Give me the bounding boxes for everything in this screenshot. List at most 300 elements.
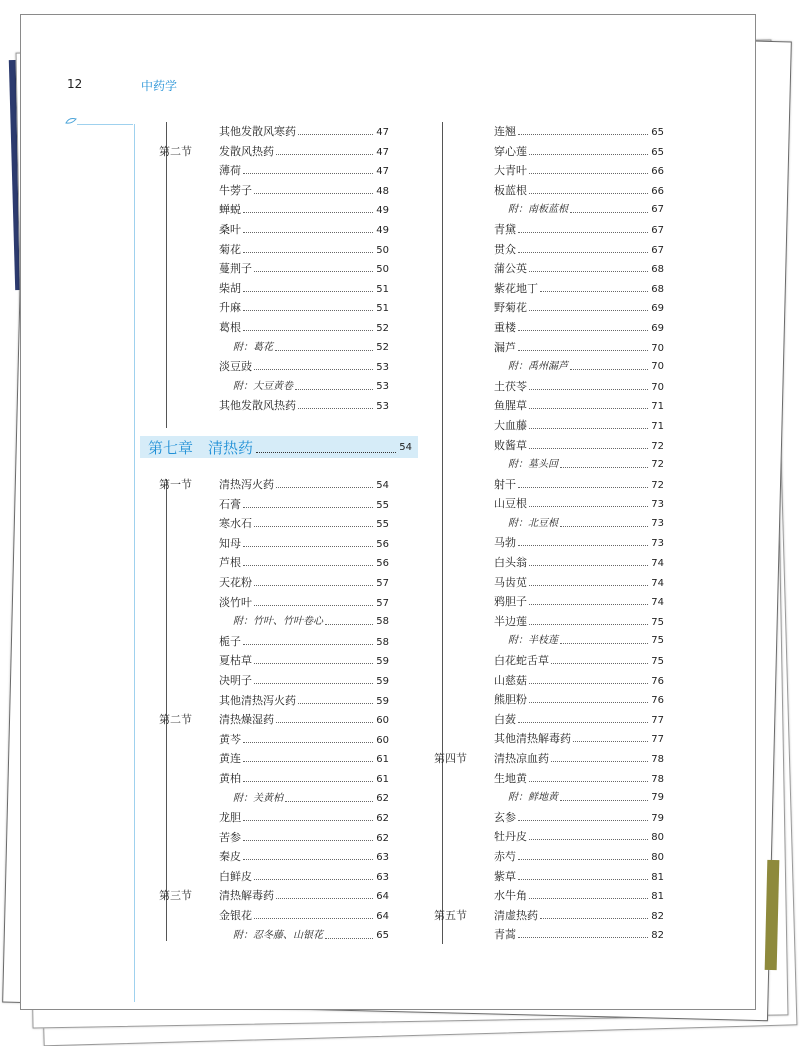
toc-row[interactable] bbox=[434, 455, 664, 475]
toc-row[interactable] bbox=[434, 436, 664, 456]
toc-row[interactable] bbox=[159, 298, 389, 318]
toc-row[interactable] bbox=[434, 886, 664, 906]
leader-dots bbox=[529, 436, 648, 449]
toc-row[interactable] bbox=[434, 690, 664, 710]
toc-row[interactable] bbox=[434, 122, 664, 142]
entry-name: 决明子 bbox=[219, 673, 252, 687]
leader-dots bbox=[518, 847, 648, 860]
toc-row[interactable] bbox=[434, 494, 664, 514]
toc-row[interactable] bbox=[159, 632, 389, 652]
leader-dots bbox=[276, 886, 373, 899]
entry-name: 附：竹叶、竹叶卷心 bbox=[233, 616, 323, 628]
entry-name: 鱼腥草 bbox=[494, 399, 527, 413]
entry-name: 土茯苓 bbox=[494, 379, 527, 393]
entry-name: 石膏 bbox=[219, 497, 241, 511]
entry-name: 蒲公英 bbox=[494, 262, 527, 276]
entry-page: 80 bbox=[651, 851, 664, 863]
entry-name: 金银花 bbox=[219, 909, 252, 923]
toc-row[interactable] bbox=[434, 906, 664, 926]
toc-row[interactable] bbox=[434, 161, 664, 181]
entry-page: 74 bbox=[651, 577, 664, 589]
entry-name: 葛根 bbox=[219, 320, 241, 334]
leader-dots bbox=[518, 220, 648, 233]
leader-dots bbox=[529, 769, 648, 782]
entry-page: 62 bbox=[376, 792, 389, 804]
leader-dots bbox=[325, 926, 373, 939]
entry-name: 贯众 bbox=[494, 242, 516, 256]
entry-name: 附：南板蓝根 bbox=[508, 204, 568, 216]
toc-row[interactable] bbox=[434, 729, 664, 749]
entry-page: 65 bbox=[651, 127, 664, 138]
entry-name: 赤芍 bbox=[494, 849, 516, 863]
leader-dots bbox=[325, 612, 373, 625]
leader-dots bbox=[275, 338, 373, 351]
leader-dots bbox=[243, 749, 373, 762]
leader-dots bbox=[529, 416, 648, 429]
toc-row[interactable] bbox=[434, 220, 664, 240]
entry-name: 黄芩 bbox=[219, 732, 241, 746]
entry-page: 82 bbox=[651, 910, 664, 922]
toc-row[interactable] bbox=[159, 220, 389, 240]
entry-name: 穿心莲 bbox=[494, 144, 527, 158]
chapter-page: 54 bbox=[399, 441, 412, 453]
entry-page: 64 bbox=[376, 911, 389, 923]
toc-row[interactable] bbox=[159, 651, 389, 671]
leader-dots bbox=[529, 553, 648, 566]
toc-row[interactable] bbox=[159, 514, 389, 534]
entry-page: 70 bbox=[651, 381, 664, 393]
leader-dots bbox=[540, 279, 648, 292]
leader-dots bbox=[529, 298, 648, 311]
leader-dots bbox=[518, 122, 648, 135]
entry-page: 63 bbox=[376, 871, 389, 883]
entry-name: 大血藤 bbox=[494, 418, 527, 432]
leader-dots bbox=[243, 553, 373, 566]
toc-row[interactable] bbox=[159, 122, 389, 142]
entry-page: 73 bbox=[651, 499, 664, 511]
entry-name: 连翘 bbox=[494, 125, 516, 138]
rail-line bbox=[134, 124, 135, 1002]
leader-dots bbox=[560, 631, 648, 644]
entry-name: 白鲜皮 bbox=[219, 869, 252, 883]
toc-row[interactable] bbox=[434, 710, 664, 730]
leader-dots bbox=[518, 710, 648, 723]
entry-name: 附：大豆黄卷 bbox=[233, 380, 293, 392]
entry-page: 56 bbox=[376, 558, 389, 570]
entry-name: 清虚热药 bbox=[494, 908, 538, 922]
chapter-heading[interactable] bbox=[140, 436, 418, 458]
entry-page: 68 bbox=[651, 283, 664, 295]
entry-name: 青黛 bbox=[494, 222, 516, 236]
toc-column-left-top bbox=[159, 122, 389, 416]
leader-dots bbox=[254, 593, 373, 606]
entry-page: 53 bbox=[376, 401, 389, 413]
entry-page: 79 bbox=[651, 792, 664, 804]
toc-row[interactable] bbox=[434, 279, 664, 299]
leader-dots bbox=[243, 318, 373, 331]
leader-dots bbox=[529, 886, 648, 899]
leader-dots bbox=[285, 789, 373, 802]
entry-page: 81 bbox=[651, 891, 664, 903]
leader-dots bbox=[529, 671, 648, 684]
entry-page: 49 bbox=[376, 205, 389, 217]
toc-row[interactable] bbox=[159, 671, 389, 691]
toc-row[interactable] bbox=[434, 318, 664, 338]
toc-row[interactable] bbox=[434, 925, 664, 945]
toc-row[interactable] bbox=[434, 553, 664, 573]
toc-row[interactable] bbox=[434, 357, 664, 377]
leader-dots bbox=[256, 441, 396, 453]
toc-row[interactable] bbox=[159, 181, 389, 201]
toc-column-right bbox=[434, 122, 664, 945]
leader-dots bbox=[298, 122, 373, 135]
entry-page: 72 bbox=[651, 479, 664, 491]
toc-row[interactable] bbox=[434, 298, 664, 318]
leader-dots bbox=[254, 259, 373, 272]
leader-dots bbox=[518, 475, 648, 488]
entry-page: 52 bbox=[376, 322, 389, 334]
entry-name: 秦皮 bbox=[219, 850, 241, 864]
entry-page: 72 bbox=[651, 440, 664, 452]
entry-page: 55 bbox=[376, 499, 389, 511]
toc-row[interactable] bbox=[434, 338, 664, 358]
entry-page: 75 bbox=[651, 616, 664, 628]
entry-page: 59 bbox=[376, 675, 389, 687]
entry-page: 58 bbox=[376, 636, 389, 648]
leader-dots bbox=[254, 181, 373, 194]
entry-name: 清热泻火药 bbox=[219, 478, 274, 491]
toc-row[interactable] bbox=[159, 612, 389, 632]
entry-name: 熊胆粉 bbox=[494, 693, 527, 707]
entry-page: 61 bbox=[376, 754, 389, 766]
entry-name: 栀子 bbox=[219, 634, 241, 648]
toc-row[interactable] bbox=[159, 886, 389, 906]
entry-name: 寒水石 bbox=[219, 517, 252, 531]
entry-name: 附：禹州漏芦 bbox=[508, 361, 568, 373]
entry-page: 47 bbox=[376, 146, 389, 158]
leader-dots bbox=[560, 788, 648, 801]
entry-page: 76 bbox=[651, 675, 664, 687]
entry-page: 60 bbox=[376, 715, 389, 727]
leader-dots bbox=[243, 495, 373, 508]
entry-page: 65 bbox=[651, 146, 664, 158]
toc-row[interactable] bbox=[159, 259, 389, 279]
entry-page: 63 bbox=[376, 852, 389, 864]
toc-row[interactable] bbox=[159, 338, 389, 358]
leader-dots bbox=[551, 651, 648, 664]
entry-name: 淡竹叶 bbox=[219, 595, 252, 609]
leader-dots bbox=[529, 690, 648, 703]
leader-dots bbox=[518, 867, 648, 880]
leader-dots bbox=[529, 142, 648, 155]
section-label: 第四节 bbox=[434, 752, 467, 765]
entry-name: 其他清热泻火药 bbox=[219, 693, 296, 707]
toc-row[interactable] bbox=[159, 142, 389, 162]
toc-row[interactable] bbox=[159, 161, 389, 181]
entry-page: 64 bbox=[376, 891, 389, 903]
section-label: 第二节 bbox=[159, 713, 192, 727]
toc-row[interactable] bbox=[434, 671, 664, 691]
toc-row[interactable] bbox=[159, 593, 389, 613]
toc-row[interactable] bbox=[159, 573, 389, 593]
entry-name: 紫花地丁 bbox=[494, 281, 538, 295]
entry-page: 52 bbox=[376, 341, 389, 353]
entry-page: 47 bbox=[376, 166, 389, 178]
toc-row[interactable] bbox=[434, 181, 664, 201]
toc-row[interactable] bbox=[434, 808, 664, 828]
leader-dots bbox=[243, 847, 373, 860]
entry-page: 73 bbox=[651, 517, 664, 529]
leader-dots bbox=[529, 259, 648, 272]
entry-name: 附：半枝莲 bbox=[508, 635, 558, 647]
toc-row[interactable] bbox=[159, 710, 389, 730]
entry-name: 桑叶 bbox=[219, 222, 241, 236]
toc-row[interactable] bbox=[434, 749, 664, 769]
leader-dots bbox=[243, 828, 373, 841]
leader-dots bbox=[570, 357, 648, 370]
toc-row[interactable] bbox=[434, 651, 664, 671]
entry-page: 66 bbox=[651, 166, 664, 178]
page-number: 12 bbox=[67, 77, 83, 91]
toc-row[interactable] bbox=[159, 495, 389, 515]
leader-dots bbox=[551, 749, 648, 762]
leader-dots bbox=[529, 592, 648, 605]
entry-page: 75 bbox=[651, 635, 664, 647]
toc-row[interactable] bbox=[434, 514, 664, 534]
toc-row[interactable] bbox=[159, 847, 389, 867]
toc-row[interactable] bbox=[159, 828, 389, 848]
entry-name: 山慈菇 bbox=[494, 673, 527, 687]
entry-page: 77 bbox=[651, 714, 664, 726]
entry-page: 47 bbox=[376, 127, 389, 138]
section-label: 第三节 bbox=[159, 889, 192, 903]
entry-page: 67 bbox=[651, 204, 664, 216]
entry-page: 79 bbox=[651, 812, 664, 824]
leader-dots bbox=[570, 200, 648, 213]
entry-page: 61 bbox=[376, 773, 389, 785]
toc-column-left-bottom bbox=[159, 475, 389, 945]
entry-name: 其他清热解毒药 bbox=[494, 732, 571, 746]
toc-row[interactable] bbox=[159, 318, 389, 338]
entry-name: 淡豆豉 bbox=[219, 360, 252, 374]
entry-name: 知母 bbox=[219, 536, 241, 550]
entry-name: 附：北豆根 bbox=[508, 517, 558, 529]
entry-page: 69 bbox=[651, 322, 664, 334]
toc-row[interactable] bbox=[159, 926, 389, 946]
toc-row[interactable] bbox=[159, 553, 389, 573]
entry-name: 附：关黄柏 bbox=[233, 792, 283, 804]
leader-dots bbox=[560, 455, 648, 468]
book-page bbox=[20, 14, 756, 1010]
entry-name: 附：墓头回 bbox=[508, 459, 558, 471]
entry-page: 78 bbox=[651, 773, 664, 785]
leader-dots bbox=[254, 867, 373, 880]
entry-name: 败酱草 bbox=[494, 438, 527, 452]
leader-dots bbox=[243, 769, 373, 782]
toc-row[interactable] bbox=[159, 357, 389, 377]
entry-name: 蝉蜕 bbox=[219, 203, 241, 217]
leader-dots bbox=[529, 181, 648, 194]
entry-page: 74 bbox=[651, 558, 664, 570]
toc-row[interactable] bbox=[434, 573, 664, 593]
leader-dots bbox=[243, 240, 373, 253]
entry-page: 70 bbox=[651, 342, 664, 354]
toc-row[interactable] bbox=[434, 788, 664, 808]
entry-page: 70 bbox=[651, 361, 664, 373]
leader-dots bbox=[540, 906, 648, 919]
leader-dots bbox=[243, 730, 373, 743]
entry-name: 生地黄 bbox=[494, 771, 527, 785]
entry-name: 黄柏 bbox=[219, 771, 241, 785]
entry-page: 71 bbox=[651, 420, 664, 432]
entry-name: 重楼 bbox=[494, 320, 516, 334]
leader-dots bbox=[573, 729, 648, 742]
leader-dots bbox=[254, 357, 373, 370]
toc-row[interactable] bbox=[434, 533, 664, 553]
entry-page: 59 bbox=[376, 695, 389, 707]
toc-row[interactable] bbox=[434, 827, 664, 847]
leader-dots bbox=[298, 691, 373, 704]
toc-row[interactable] bbox=[159, 906, 389, 926]
entry-name: 玄参 bbox=[494, 810, 516, 824]
leader-dots bbox=[529, 377, 648, 390]
entry-page: 76 bbox=[651, 695, 664, 707]
leader-dots bbox=[243, 279, 373, 292]
toc-row[interactable] bbox=[159, 534, 389, 554]
leader-dots bbox=[298, 396, 373, 409]
leader-dots bbox=[243, 220, 373, 233]
toc-row[interactable] bbox=[434, 200, 664, 220]
toc-row[interactable] bbox=[159, 475, 389, 495]
entry-name: 马勃 bbox=[494, 536, 516, 550]
toc-row[interactable] bbox=[159, 730, 389, 750]
entry-name: 白花蛇舌草 bbox=[494, 654, 549, 668]
toc-row[interactable] bbox=[434, 847, 664, 867]
rail-line bbox=[77, 124, 133, 125]
entry-page: 66 bbox=[651, 185, 664, 197]
leader-dots bbox=[254, 906, 373, 919]
entry-name: 板蓝根 bbox=[494, 183, 527, 197]
leader-dots bbox=[254, 573, 373, 586]
toc-row[interactable] bbox=[159, 749, 389, 769]
entry-page: 51 bbox=[376, 283, 389, 295]
entry-page: 71 bbox=[651, 401, 664, 413]
entry-name: 大青叶 bbox=[494, 164, 527, 178]
leader-dots bbox=[529, 396, 648, 409]
entry-page: 53 bbox=[376, 362, 389, 374]
toc-row[interactable] bbox=[434, 631, 664, 651]
entry-name: 夏枯草 bbox=[219, 654, 252, 668]
entry-page: 51 bbox=[376, 303, 389, 315]
entry-name: 漏芦 bbox=[494, 340, 516, 354]
section-label: 第一节 bbox=[159, 478, 192, 491]
toc-row[interactable] bbox=[434, 416, 664, 436]
toc-row[interactable] bbox=[159, 808, 389, 828]
entry-page: 59 bbox=[376, 656, 389, 668]
toc-row[interactable] bbox=[159, 789, 389, 809]
entry-name: 附：葛花 bbox=[233, 341, 273, 353]
entry-name: 清热燥湿药 bbox=[219, 713, 274, 727]
toc-row[interactable] bbox=[159, 279, 389, 299]
entry-name: 紫草 bbox=[494, 869, 516, 883]
leader-dots bbox=[518, 808, 648, 821]
entry-page: 80 bbox=[651, 832, 664, 844]
leader-dots bbox=[276, 710, 373, 723]
book-title: 中药学 bbox=[141, 79, 178, 93]
toc-row[interactable] bbox=[434, 396, 664, 416]
leader-dots bbox=[276, 475, 373, 488]
entry-page: 54 bbox=[376, 480, 389, 491]
toc-row[interactable] bbox=[434, 259, 664, 279]
entry-name: 芦根 bbox=[219, 556, 241, 570]
toc-row[interactable] bbox=[434, 592, 664, 612]
entry-name: 水牛角 bbox=[494, 889, 527, 903]
entry-page: 50 bbox=[376, 244, 389, 256]
leader-dots bbox=[529, 573, 648, 586]
leader-dots bbox=[518, 240, 648, 253]
toc-row[interactable] bbox=[159, 769, 389, 789]
entry-page: 55 bbox=[376, 519, 389, 531]
entry-page: 67 bbox=[651, 244, 664, 256]
entry-page: 65 bbox=[376, 929, 389, 941]
entry-name: 半边莲 bbox=[494, 614, 527, 628]
toc-row[interactable] bbox=[434, 142, 664, 162]
leader-dots bbox=[529, 494, 648, 507]
entry-page: 69 bbox=[651, 303, 664, 315]
entry-name: 升麻 bbox=[219, 301, 241, 315]
entry-name: 柴胡 bbox=[219, 281, 241, 295]
entry-page: 74 bbox=[651, 597, 664, 609]
entry-page: 60 bbox=[376, 734, 389, 746]
entry-name: 白蔹 bbox=[494, 712, 516, 726]
toc-row[interactable] bbox=[434, 612, 664, 632]
entry-name: 清热解毒药 bbox=[219, 889, 274, 903]
entry-page: 48 bbox=[376, 185, 389, 197]
leaf-icon bbox=[65, 117, 77, 125]
entry-name: 龙胆 bbox=[219, 811, 241, 825]
leader-dots bbox=[529, 161, 648, 174]
toc-row[interactable] bbox=[159, 200, 389, 220]
entry-name: 薄荷 bbox=[219, 164, 241, 178]
leader-dots bbox=[254, 514, 373, 527]
entry-name: 天花粉 bbox=[219, 575, 252, 589]
leader-dots bbox=[243, 632, 373, 645]
leader-dots bbox=[560, 514, 648, 527]
toc-row[interactable] bbox=[434, 769, 664, 789]
entry-page: 77 bbox=[651, 734, 664, 746]
entry-name: 白头翁 bbox=[494, 556, 527, 570]
toc-row[interactable] bbox=[434, 867, 664, 887]
toc-row[interactable] bbox=[159, 396, 389, 416]
entry-page: 50 bbox=[376, 264, 389, 276]
entry-page: 49 bbox=[376, 224, 389, 236]
toc-row[interactable] bbox=[434, 377, 664, 397]
leader-dots bbox=[529, 827, 648, 840]
leader-dots bbox=[276, 142, 373, 155]
toc-row[interactable] bbox=[434, 240, 664, 260]
entry-page: 58 bbox=[376, 616, 389, 628]
entry-name: 射干 bbox=[494, 477, 516, 491]
toc-row[interactable] bbox=[159, 867, 389, 887]
toc-row[interactable] bbox=[434, 475, 664, 495]
leader-dots bbox=[518, 533, 648, 546]
toc-row[interactable] bbox=[159, 240, 389, 260]
leader-dots bbox=[295, 377, 373, 390]
toc-row[interactable] bbox=[159, 691, 389, 711]
toc-row[interactable] bbox=[159, 377, 389, 397]
entry-page: 53 bbox=[376, 380, 389, 392]
chapter-title: 第七章 清热药 bbox=[148, 438, 254, 457]
